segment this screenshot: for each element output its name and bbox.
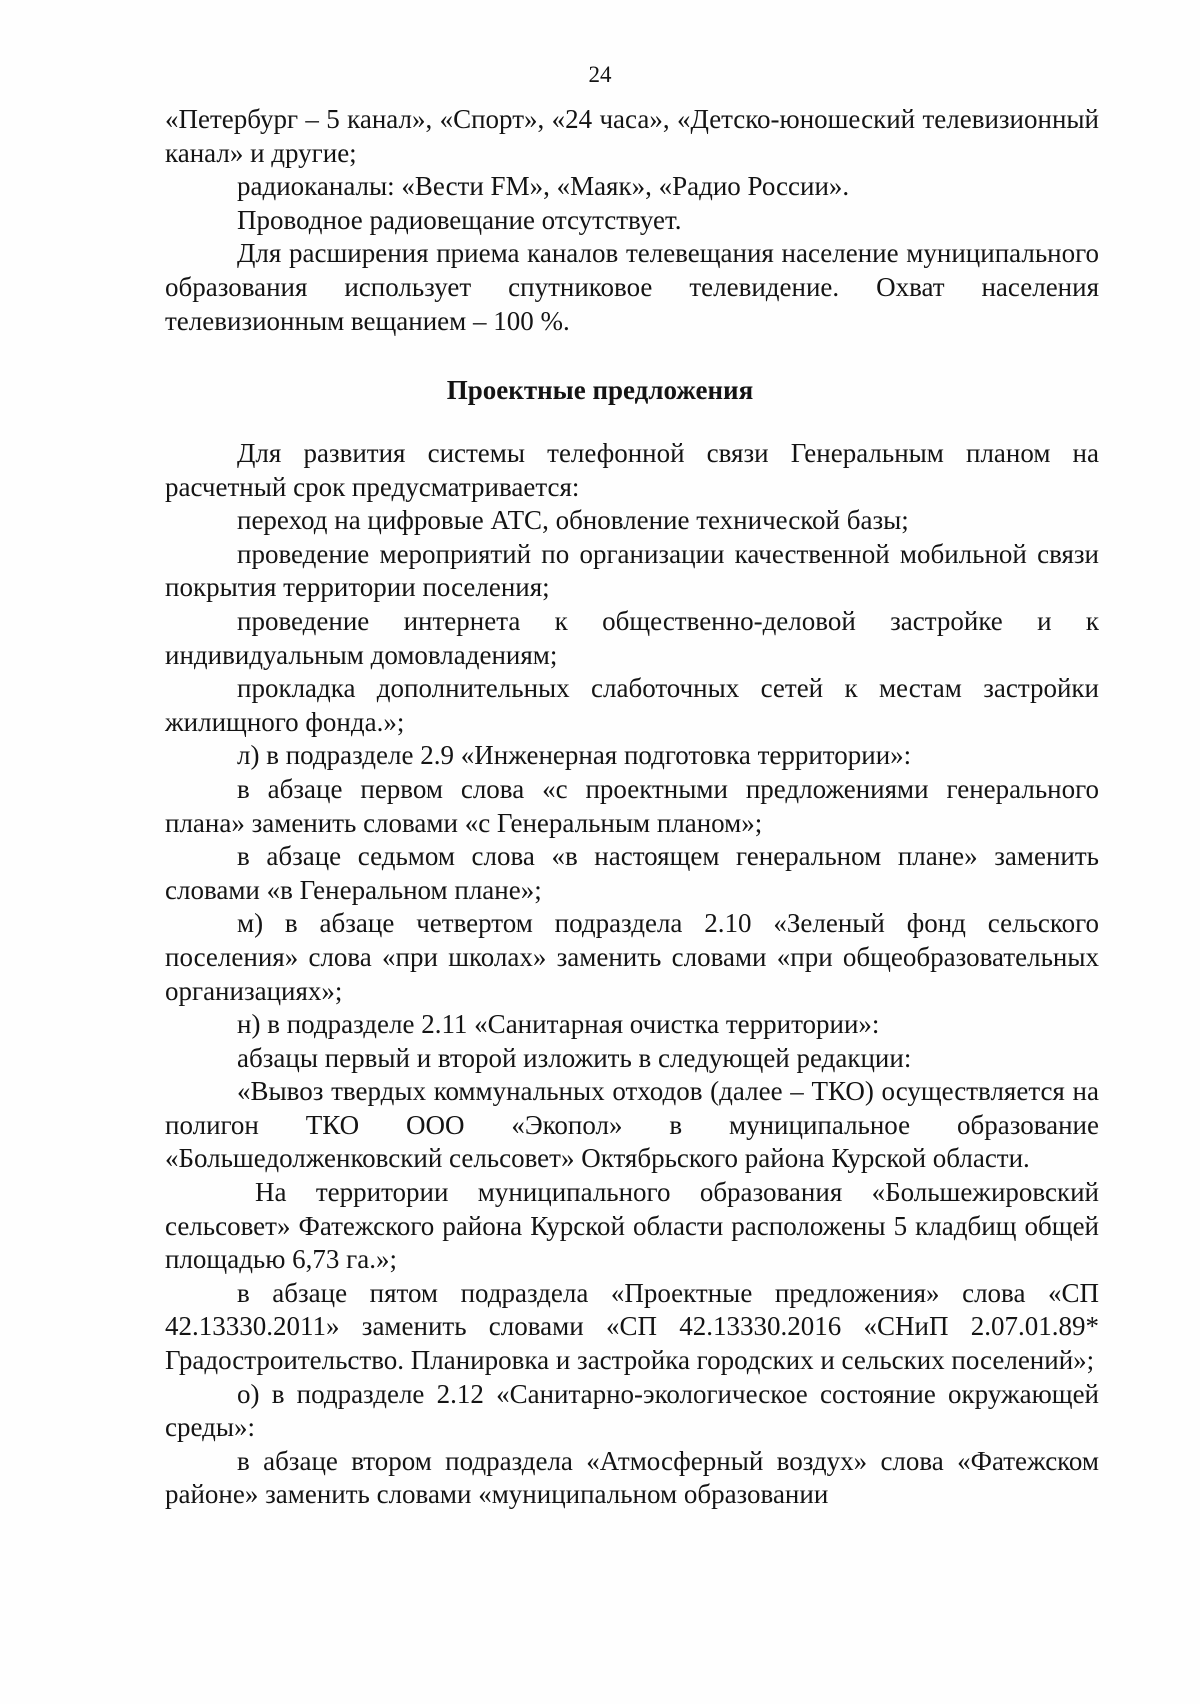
paragraph: в абзаце седьмом слова «в настоящем генеральном плане» заменить словами «в Генеральном плане»; (165, 841, 1099, 905)
paragraph: переход на цифровые АТС, обновление технической базы; (237, 505, 909, 536)
paragraph: проведение мероприятий по организации качественной мобильной связи покрытия территории поселения; (165, 538, 1099, 603)
paragraph: в абзаце первом слова «с проектными предложениями генерального плана» заменить словами «с Генеральным планом»; (165, 773, 1099, 838)
paragraph: «Петербург – 5 канал», «Спорт», «24 часа», «Детско-юношеский телевизионный канал» и другие; (165, 104, 1099, 168)
section-heading: Проектные предложения (446, 375, 754, 405)
paragraph: Для расширения приема каналов телевещания население муниципального образования использует спутниковое телевидение. Охват населения телевизионным вещанием – 100 %. (165, 238, 1099, 336)
paragraph: л) в подразделе 2.9 «Инженерная подготовка территории»: (237, 740, 912, 771)
paragraph: Для развития системы телефонной связи Генеральным планом на расчетный срок предусматривается: (165, 438, 1099, 502)
paragraph: Проводное радиовещание отсутствует. (237, 204, 682, 235)
intro-text-block (165, 103, 1099, 338)
paragraph: в абзаце пятом подраздела «Проектные предложения» слова «СП 42.13330.2011» заменить словами «СП 42.13330.2016 «СНиП 2.07.01.89* Градостроительство. Планировка и застройка городских и сельских поселений»; (165, 1277, 1099, 1376)
paragraph: о) в подразделе 2.12 «Санитарно-экологическое состояние окружающей среды»: (165, 1378, 1099, 1443)
paragraph: проведение интернета к общественно-деловой застройке и к индивидуальным домовладениям; (165, 605, 1099, 670)
page-number: 24 (588, 62, 612, 87)
paragraph: радиоканалы: «Вести FM», «Маяк», «Радио России». (237, 171, 850, 202)
paragraph: абзацы первый и второй изложить в следующей редакции: (237, 1042, 912, 1073)
main-text-block (165, 437, 1099, 1512)
paragraph: н) в подразделе 2.11 «Санитарная очистка территории»: (237, 1009, 880, 1040)
paragraph: На территории муниципального образования «Большежировский сельсовет» Фатежского района Курской области расположены 5 кладбищ общей площадью 6,73 га.»; (165, 1177, 1099, 1275)
paragraph: прокладка дополнительных слаботочных сетей к местам застройки жилищного фонда.»; (165, 673, 1099, 737)
paragraph: м) в абзаце четвертом подраздела 2.10 «Зеленый фонд сельского поселения» слова «при школах» заменить словами «при общеобразовательных организациях»; (165, 908, 1099, 1006)
paragraph: «Вывоз твердых коммунальных отходов (далее – ТКО) осуществляется на полигон ТКО ООО «Экопол» в муниципальное образование «Большедолженковский сельсовет» Октябрьского района Курской области. (165, 1076, 1099, 1174)
paragraph: в абзаце втором подраздела «Атмосферный воздух» слова «Фатежском районе» заменить словами «муниципальном образовании (165, 1445, 1099, 1510)
